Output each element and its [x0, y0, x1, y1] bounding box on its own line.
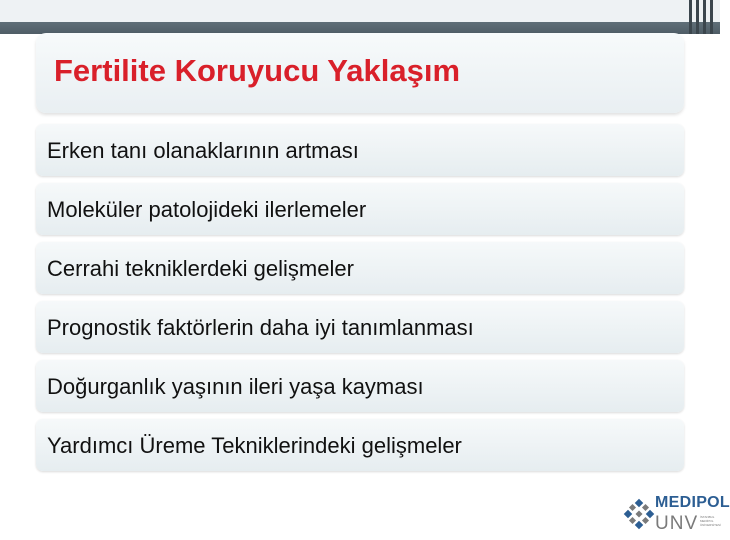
list-item: [36, 242, 684, 294]
slide-title: Fertilite Koruyucu Yaklaşım: [54, 53, 461, 88]
title-box: [36, 33, 684, 113]
decorative-lines: [686, 0, 720, 34]
list-item-text: Cerrahi tekniklerdeki gelişmeler: [47, 256, 354, 281]
list-item-text: Yardımcı Üreme Tekniklerindeki gelişmeler: [47, 433, 462, 458]
logo-small-text: İSTANBUL MEDİPOL ÜNİVERSİTESİ: [700, 515, 721, 527]
list-item: [36, 301, 684, 353]
list-item-text: Doğurganlık yaşının ileri yaşa kayması: [47, 374, 424, 399]
logo-sub: UNV: [655, 513, 699, 534]
list-item: [36, 124, 684, 176]
list-item-text: Erken tanı olanaklarının artması: [47, 138, 359, 163]
list-item: [36, 419, 684, 471]
list-item: [36, 183, 684, 235]
list-item-text: Moleküler patolojideki ilerlemeler: [47, 197, 367, 222]
list-item-text: Prognostik faktörlerin daha iyi tanımlanması: [47, 315, 474, 340]
top-bar: [0, 0, 720, 34]
medipol-logo: [624, 493, 730, 540]
bullet-list: [36, 124, 684, 478]
list-item: [36, 360, 684, 412]
logo-mark-icon: [624, 499, 654, 529]
logo-name: MEDIPOL: [655, 494, 730, 511]
